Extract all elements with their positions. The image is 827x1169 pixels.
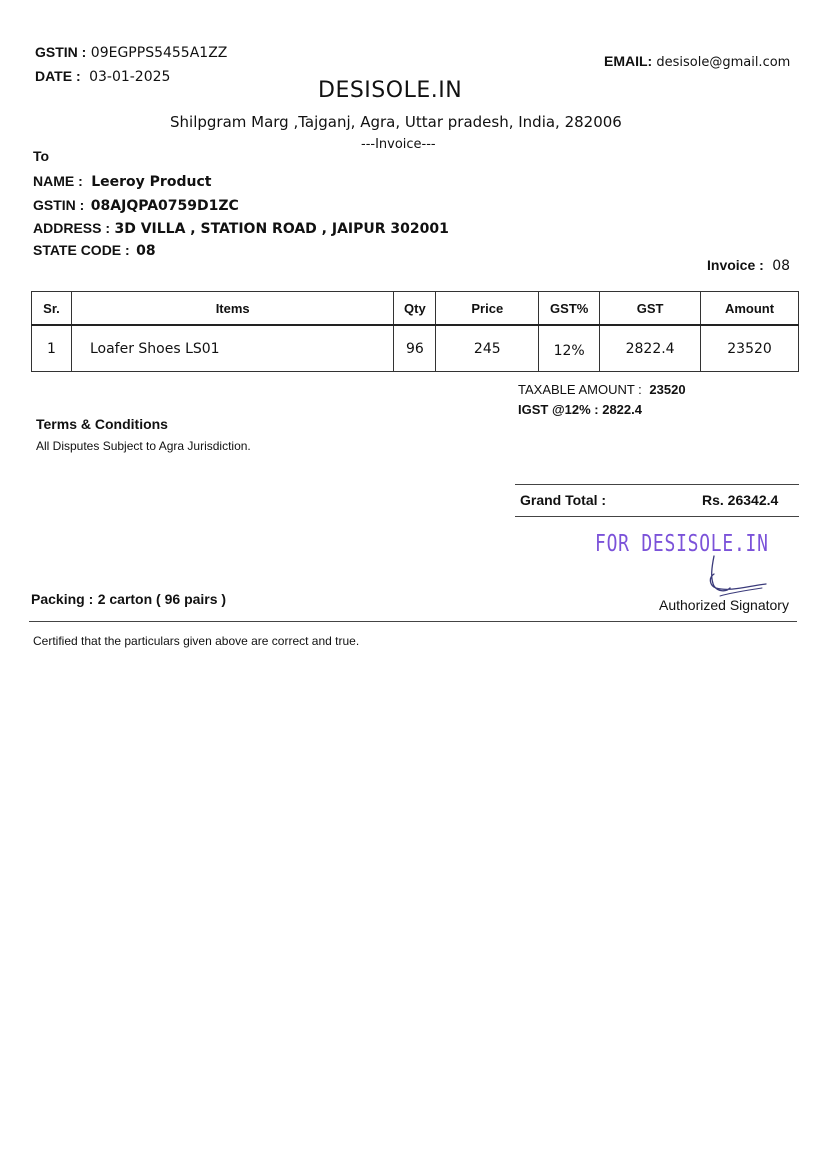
date-label: DATE : [35,68,81,84]
certification-text: Certified that the particulars given above are correct and true. [33,634,360,648]
email-label: EMAIL: [604,53,653,69]
buyer-address-label: ADDRESS : [33,220,111,236]
invoice-caption: ---Invoice--- [361,137,436,152]
cell-gst: 2822.4 [600,325,701,372]
header-items: Items [71,292,393,326]
packing-info [31,591,226,608]
invoice-number-value: 08 [772,258,791,274]
signature-scribble-icon [700,552,770,600]
header-gst-percent: GST% [539,292,600,326]
cell-qty: 96 [394,325,436,372]
grand-total-value: Rs. 26342.4 [702,492,779,508]
buyer-name-value: Leeroy Product [91,174,212,190]
terms-text: All Disputes Subject to Agra Jurisdiction. [36,439,251,453]
taxable-value: 23520 [649,382,686,397]
seller-email [604,53,790,70]
taxable-label: TAXABLE AMOUNT : [518,382,642,397]
footer-rule [29,621,797,622]
terms-title: Terms & Conditions [36,416,168,432]
header-qty: Qty [394,292,436,326]
authorized-signatory: Authorized Signatory [659,597,789,613]
cell-price: 245 [436,325,539,372]
grand-total-label: Grand Total : [520,492,607,508]
state-code-label: STATE CODE : [33,242,130,258]
email-value: desisole@gmail.com [656,55,791,70]
invoice-number [707,257,790,274]
cell-amount: 23520 [701,325,799,372]
buyer-gstin-value: 08AJQPA0759D1ZC [90,198,239,214]
igst-label: IGST @12% : [518,402,599,417]
seller-gstin-value: 09EGPPS5455A1ZZ [90,45,228,61]
packing-label: Packing : [31,591,94,607]
company-name: DESISOLE.IN [318,78,463,103]
invoice-number-label: Invoice : [707,257,764,273]
date-value: 03-01-2025 [89,69,171,85]
seller-gstin-label: GSTIN : [35,44,87,60]
header-sr: Sr. [32,292,72,326]
buyer-gstin-label: GSTIN : [33,197,85,213]
invoice-date [35,68,170,85]
buyer-address [33,220,449,237]
buyer-address-value: 3D VILLA , STATION ROAD , JAIPUR 302001 [114,221,449,237]
cell-gst-percent: 12% [539,325,600,372]
header-price: Price [436,292,539,326]
igst-value: 2822.4 [602,402,642,417]
to-label: To [33,148,50,164]
items-table [31,291,799,372]
seller-gstin [35,44,227,61]
igst-amount [518,402,642,417]
state-code-value: 08 [136,243,156,259]
cell-sr: 1 [32,325,72,372]
buyer-gstin [33,197,239,214]
cell-item: Loafer Shoes LS01 [71,325,393,372]
company-address: Shilpgram Marg ,Tajganj, Agra, Uttar pradesh, India, 282006 [170,113,622,131]
table-header-row [32,292,799,326]
company-stamp: FOR DESISOLE.IN [595,531,769,557]
taxable-amount [518,382,686,397]
header-gst: GST [600,292,701,326]
header-amount: Amount [701,292,799,326]
buyer-name [33,173,211,190]
packing-value: 2 carton ( 96 pairs ) [97,591,227,607]
table-row [32,325,799,372]
grand-total-bottom-rule [515,516,799,517]
buyer-state-code [33,242,156,259]
buyer-name-label: NAME : [33,173,83,189]
grand-total-top-rule [515,484,799,485]
